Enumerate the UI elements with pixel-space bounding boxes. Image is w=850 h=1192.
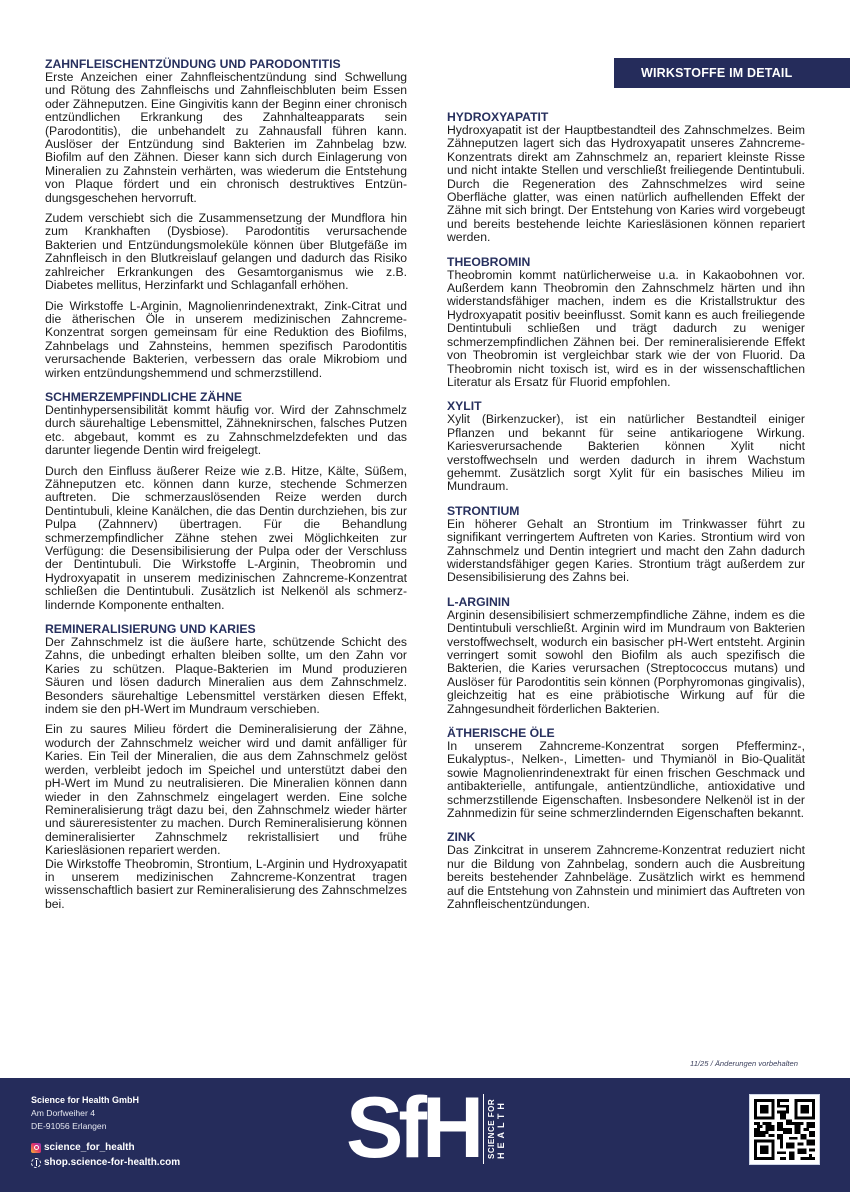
right-column: [447, 110, 805, 922]
footer-links: [31, 1140, 180, 1170]
website-url[interactable]: shop.science-for-health.com: [44, 1157, 181, 1168]
section-paragraph: Ein zu saures Milieu fördert die Demineralisierung der Zähne, wodurch der Zahnschmelz weicher wird und damit anfälliger für Karies. Ein Teil der Mineralien, die aus dem Zahnschmelz gelöst werden, verbleibt jedoch im Speichel und unterstützt dabei den pH-Wert im Mund zu neutralisieren. Die Mineralien können dann wieder in den Zahnschmelz eingelagert werden. Eine solche Remineralisierung trägt dazu bei, den Zahnschmelz wieder härter und säureresistenter zu machen. Durch Remineralisierung können demineralisierter Zahnschmelz rekristallisiert und frühe Kariesläsionen repariert werden.: [45, 722, 407, 858]
logo-line-2: HEALTH: [496, 1098, 507, 1159]
sfh-logo: [346, 1080, 507, 1176]
section-paragraph: Xylit (Birkenzucker), ist ein natürlicher Bestandteil einiger Pflanzen und bekannt für seine antikariogene Wirkung. Kariesverursachende Bakterien können Xylit nicht verstoffwechseln und werden dadurch in ihrem Wachstum gehemmt. Zusätzlich sorgt Xylit für ein basisches Milieu im Mundraum.: [447, 412, 805, 494]
section-paragraph: Theobromin kommt natürlicherweise u.a. in Kakaobohnen vor. Außerdem kann Theobromin den Zahnschmelz härten und ihn widerstandsfähiger machen, indem es die Kristallstruktur des Hydroxyapatit positiv beeinflusst. Somit kann es auch freiliegende Dentintubuli schließen und trägt dadurch zu weniger schmerzempfindlichen Zähnen bei. Der remineralisierende Effekt von Theobromin ist vergleichbar stark wie der von Fluorid. Da Theobromin nicht toxisch ist, wird es in der wissenschaftlichen Literatur als Ersatz für Fluorid empfohlen.: [447, 267, 805, 389]
section-heading: HYDROXYAPATIT: [447, 110, 549, 124]
section-aetherische-oele: [447, 726, 805, 820]
section-paragraph: Durch den Einfluss äußerer Reize wie z.B. Hitze, Kälte, Süßem, Zähneputzen etc. können dann kurze, stechende Schmerzen auftreten. Die schmerzauslösenden Reize werden durch Dentintubuli, kleine Kanälchen, die das Dentin durchziehen, bis zur Pulpa (Zahnnerv) übertragen. Für die Behandlung schmerzempfindlicher Zähne stehen zwei Möglichkeiten zur Verfügung: die Desensibilisierung der Pulpa oder der Verschluss der Dentintubuli. Die Wirkstoffe L-Arginin, Theobromin und Hydroxyapatit in unserem medizinischen Zahncreme-Konzentrat schließen die Dentintubuli. Zusätzlich ist Nelkenöl als schmerzlindernde Komponente enthalten.: [45, 463, 407, 612]
section-zahnfleischentzuendung: [45, 57, 407, 380]
section-l-arginin: [447, 595, 805, 716]
section-paragraph: Die Wirkstoffe Theobromin, Strontium, L-Arginin und Hydroxyapatit in unserem medizinischen Zahncreme-Konzentrat tragen wissenschaftlich basiert zur Remineralisierung des Zahnschmelzes bei.: [45, 856, 407, 911]
section-paragraph: Das Zinkcitrat in unserem Zahncreme-Konzentrat reduziert nicht nur die Bildung von Zahnbelag, sondern auch die Ausbreitung bereits bestehender Zahnbeläge. Zusätzlich wirkt es hemmend auf die Entstehung von Zahnstein und minimiert das Auftreten von Zahnfleischentzündungen.: [447, 843, 805, 912]
revision-note: 11/25 / Änderungen vorbehalten: [690, 1059, 798, 1068]
section-heading: ÄTHERISCHE ÖLE: [447, 726, 555, 741]
logo-subtitle: [483, 1094, 506, 1164]
instagram-handle[interactable]: science_for_health: [44, 1142, 135, 1153]
left-column: [45, 57, 407, 921]
section-hydroxyapatit: [447, 110, 805, 245]
address-city: DE-91056 Erlangen: [31, 1121, 107, 1131]
section-banner: WIRKSTOFFE IM DETAIL: [614, 58, 850, 88]
address-street: Am Dorfweiher 4: [31, 1108, 95, 1118]
section-zink: [447, 830, 805, 911]
section-paragraph: Dentinhypersensibilität kommt häufig vor. Wird der Zahnschmelz durch säurehaltige Lebensmittel, Zähneknirschen, falsches Putzen etc. abgebaut, kommt es zu Zahnschmelzdefekten und das darunter liegende Dentin wird freigelegt.: [45, 402, 407, 458]
section-paragraph: Arginin desensibilisiert schmerzempfindliche Zähne, indem es die Dentintubuli verschließt. Arginin wird im Mundraum von Bakterien verstoffwechselt, wodurch ein basischer pH-Wert entsteht. Arginin verringert somit sowohl den Biofilm als auch spezifisch die Bakterien, die Karies verursachen (Streptococcus mutans) und Auslöser für Parodontitis sein können (Porphyromonas gingivalis), gleichzeitig hat es eine präbiotische Wirkung auf für die Zahngesundheit förderlichen Bakterien.: [447, 607, 805, 716]
section-paragraph: Erste Anzeichen einer Zahnfleischentzündung sind Schwellung und Rötung des Zahnfleischs und Zahnfleischbluten beim Essen oder Zähneputzen. Eine Gingivitis kann der Beginn einer chronisch entzündlichen Erkrankung des Zahnhalteapparats sein (Parodontitis), die unbehandelt zu Zahnausfall führen kann. Auslöser der Entzündung sind Bakterien im Zahnbelag bzw. Biofilm auf den Zähnen. Dieser kann sich durch Einlagerung von Mineralien zu Zahnstein verhärten, was wiederum die Entstehung von Plaque fördert und ein chronisch destruktives Entzündungsgeschehen hervorruft.: [45, 70, 407, 205]
footer: [0, 1078, 850, 1192]
section-paragraph: Die Wirkstoffe L-Arginin, Magnolienrindenextrakt, Zink-Citrat und die ätherischen Öle in unserem medizinischen Zahncreme-Konzentrat sorgen gemeinsam für eine Reduktion des Biofilms, Zahnbelags und Zahnsteins, hemmen spezifisch Parodontitis verursachende Bakterien, verbessern das orale Mikrobiom und wirken entzündungshemmend und schmerzstillend.: [45, 298, 407, 380]
section-heading: SCHMERZEMPFINDLICHE ZÄHNE: [45, 389, 243, 404]
section-heading: XYLIT: [447, 399, 482, 414]
company-address: [31, 1094, 139, 1133]
section-heading: L-ARGININ: [447, 594, 510, 609]
section-heading: REMINERALISIERUNG UND KARIES: [45, 622, 256, 637]
section-heading: ZAHNFLEISCHENTZÜNDUNG UND PARODONTITIS: [45, 57, 341, 71]
company-name: Science for Health GmbH: [31, 1095, 140, 1105]
instagram-icon: [31, 1143, 41, 1153]
section-heading: ZINK: [447, 830, 476, 845]
section-paragraph: Zudem verschiebt sich die Zusammensetzung der Mundflora hin zum Krankhaften (Dysbiose). Parodontitis verursachende Bakterien und Entzündungsmoleküle können über Blutgefäße im Zahnfleisch in den Blutkreislauf gelangen und dadurch das Risiko zahlreicher Erkrankungen des Gesamtorganismus wie z.B. Diabetes mellitus, Herzinfarkt und Schlaganfall erhöhen.: [45, 211, 407, 293]
logo-line-1: SCIENCE FOR: [487, 1098, 497, 1159]
section-heading: THEOBROMIN: [447, 254, 531, 269]
section-strontium: [447, 504, 805, 585]
section-heading: STRONTIUM: [447, 503, 520, 518]
section-paragraph: Der Zahnschmelz ist die äußere harte, schützende Schicht des Zahns, die unbedingt erhalten bleiben sollte, um den Zahn vor Karies zu schützen. Plaque-Bakterien im Mund produzieren Säuren und lösen dadurch Mineralien aus dem Zahnschmelz. Besonders säurehaltige Lebensmittel verstärken diesen Effekt, indem sie den pH-Wert im Mundraum verschieben.: [45, 635, 407, 717]
globe-icon: [31, 1158, 41, 1168]
instagram-link[interactable]: [31, 1140, 180, 1155]
section-schmerzempfindliche-zaehne: [45, 390, 407, 612]
qr-code-icon[interactable]: [749, 1094, 820, 1165]
section-theobromin: [447, 255, 805, 390]
section-xylit: [447, 399, 805, 493]
section-paragraph: Ein höherer Gehalt an Strontium im Trinkwasser führt zu signifikant verringertem Auftreten von Karies. Strontium wird von Zahnschmelz und Dentin integriert und macht den Zahn dadurch widerstandsfähiger gegen Karies. Strontium trägt außerdem zur Desensibilisierung des Zahns bei.: [447, 516, 805, 585]
section-paragraph: In unserem Zahncreme-Konzentrat sorgen Pfefferminz-, Eukalyptus-, Nelken-, Limetten- und Thymianöl in Bio-Qualität sowie Magnolienrindenextrakt für einen frischen Geschmack und antibakterielle, antifungale, antientzündliche, antioxidative und schmerzstillende Eigenschaften. Insbesondere Nelkenöl ist in der Zahnmedizin für seine schmerzlindernden Eigenschaften bekannt.: [447, 739, 805, 821]
logo-mark: SfH: [346, 1080, 480, 1176]
section-paragraph: Hydroxyapatit ist der Hauptbestandteil des Zahnschmelzes. Beim Zähneputzen lagert sich das Hydroxyapatit unseres Zahncreme-Konzentrats direkt am Zahnschmelz an, repariert kleinste Risse und nicht intakte Stellen und verschließt freiliegende Dentintubuli. Durch die Regeneration des Zahnschmelzes wird seine Oberfläche glatter, was einen natürlich aufhellenden Effekt der Zähne mit sich bringt. Der Entstehung von Karies wird vorgebeugt und bereits bestehende leichte Kariesläsionen können repariert werden.: [447, 123, 805, 245]
section-remineralisierung: [45, 622, 407, 911]
website-link[interactable]: [31, 1155, 180, 1170]
qr-code-graphic: [754, 1099, 815, 1160]
